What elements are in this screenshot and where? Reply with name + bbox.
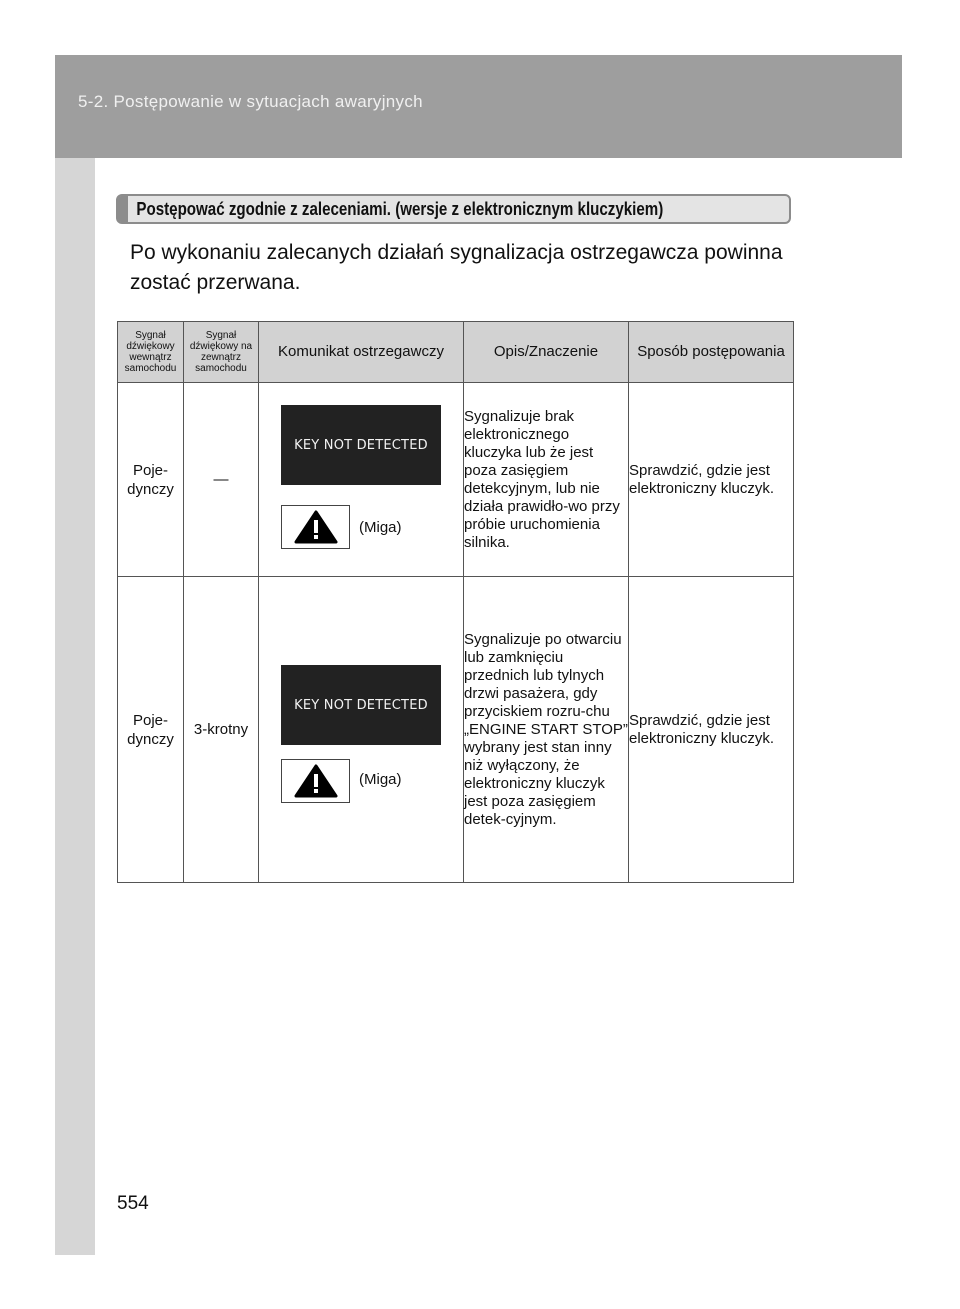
warning-indicator	[281, 505, 350, 549]
cell-action: Sprawdzić, gdzie jest elektroniczny kluczyk.	[629, 383, 794, 577]
warning-triangle-icon	[294, 764, 338, 798]
cell-meaning: Sygnalizuje po otwarciu lub zamknięciu przednich lub tylnych drzwi pasażera, gdy przyciskiem rozru-chu „ENGINE START STOP” wybrany jest stan inny niż wyłączony, że elektroniczny kluczyk jest poza zasięgiem detek-cyjnym.	[464, 577, 629, 883]
warning-table	[117, 321, 794, 883]
title-tab	[118, 196, 128, 222]
table-row	[118, 577, 794, 883]
header-action: Sposób postępowania	[629, 322, 794, 383]
cell-inside: Poje- dynczy	[118, 577, 184, 883]
header-inside: Sygnał dźwiękowy wewnątrz samochodu	[118, 322, 184, 383]
display-screen	[281, 665, 441, 745]
warning-indicator	[281, 759, 350, 803]
blink-label: (Miga)	[359, 519, 402, 536]
header-meaning: Opis/Znaczenie	[464, 322, 629, 383]
warning-triangle-icon	[294, 510, 338, 544]
display-text: KEY NOT DETECTED	[294, 437, 428, 453]
side-strip	[55, 158, 95, 1255]
cell-action: Sprawdzić, gdzie jest elektroniczny kluczyk.	[629, 577, 794, 883]
table-header-row	[118, 322, 794, 383]
cell-inside: Poje- dynczy	[118, 383, 184, 577]
table-row	[118, 383, 794, 577]
header-outside: Sygnał dźwiękowy na zewnątrz samochodu	[184, 322, 259, 383]
section-title: Postępować zgodnie z zaleceniami. (wersje z elektronicznym kluczykiem)	[136, 198, 664, 219]
display-text: KEY NOT DETECTED	[294, 697, 428, 713]
page-number: 554	[117, 1193, 149, 1214]
cell-message	[259, 577, 464, 883]
blink-label: (Miga)	[359, 771, 402, 788]
section-header: 5-2. Postępowanie w sytuacjach awaryjnych	[78, 92, 423, 111]
header-message: Komunikat ostrzegawczy	[259, 322, 464, 383]
cell-message	[259, 383, 464, 577]
cell-meaning: Sygnalizuje brak elektronicznego kluczyka lub że jest poza zasięgiem detekcyjnym, lub nie działa prawidło-wo przy próbie uruchomienia silnika.	[464, 383, 629, 577]
cell-outside: —	[184, 383, 259, 577]
section-title-box	[116, 194, 791, 224]
cell-outside: 3-krotny	[184, 577, 259, 883]
intro-paragraph: Po wykonaniu zalecanych działań sygnalizacja ostrzegawcza powinna zostać przerwana.	[130, 241, 783, 294]
display-screen	[281, 405, 441, 485]
